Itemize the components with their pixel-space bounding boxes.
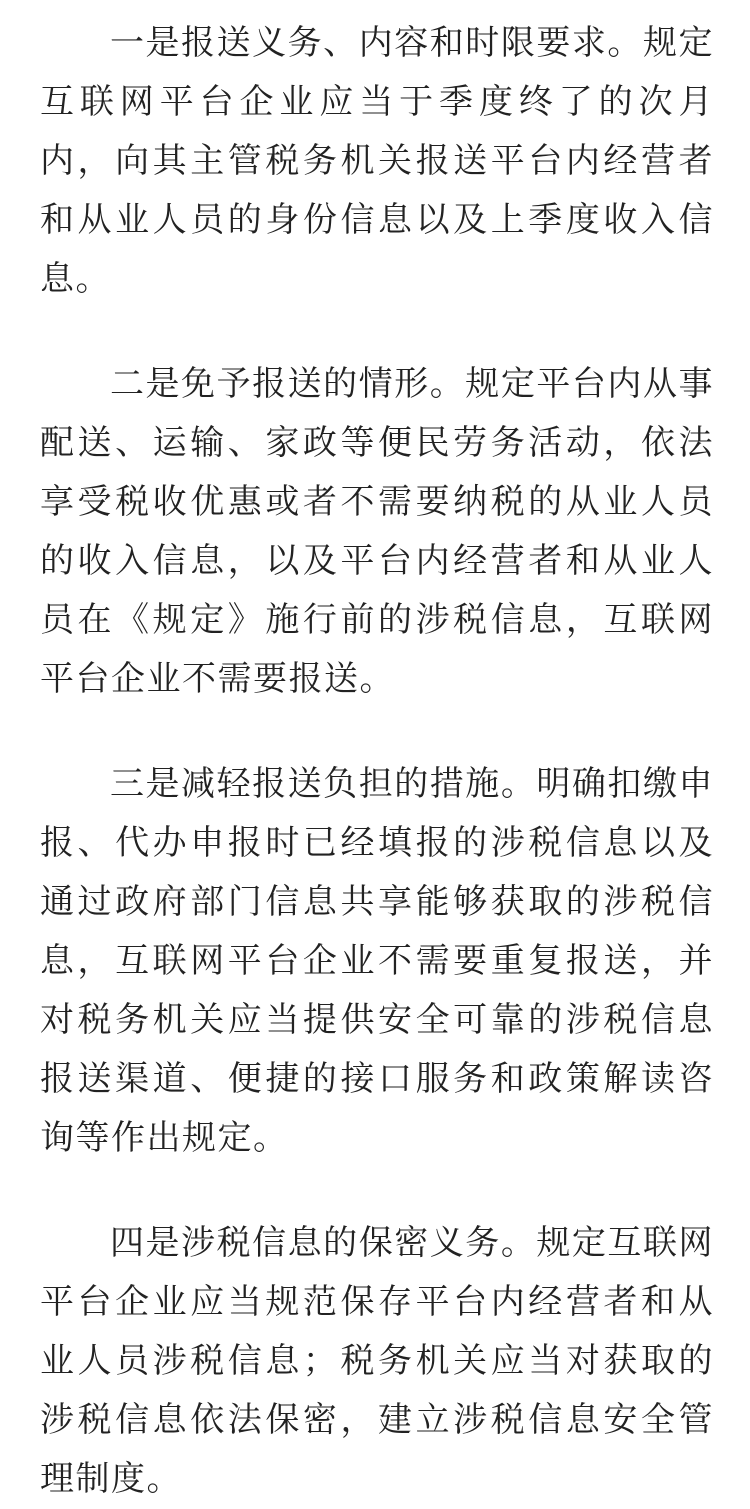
paragraph-exemptions: 二是免予报送的情形。规定平台内从事配送、运输、家政等便民劳务活动，依法享受税收优惠或者不需要纳税的从业人员的收入信息，以及平台内经营者和从业人员在《规定》施行前的涉税信息，互联网平台企业不需要报送。 bbox=[40, 364, 714, 699]
paragraph-confidentiality: 四是涉税信息的保密义务。规定互联网平台企业应当规范保存平台内经营者和从业人员涉税信息；税务机关应当对获取的涉税信息依法保密，建立涉税信息安全管理制度。 bbox=[40, 1223, 714, 1499]
paragraph-burden-reduction: 三是减轻报送负担的措施。明确扣缴申报、代办申报时已经填报的涉税信息以及通过政府部门信息共享能够获取的涉税信息，互联网平台企业不需要重复报送，并对税务机关应当提供安全可靠的涉税信息报送渠道、便捷的接口服务和政策解读咨询等作出规定。 bbox=[40, 764, 714, 1158]
paragraph-reporting-obligations: 一是报送义务、内容和时限要求。规定互联网平台企业应当于季度终了的次月内，向其主管税务机关报送平台内经营者和从业人员的身份信息以及上季度收入信息。 bbox=[40, 23, 714, 299]
